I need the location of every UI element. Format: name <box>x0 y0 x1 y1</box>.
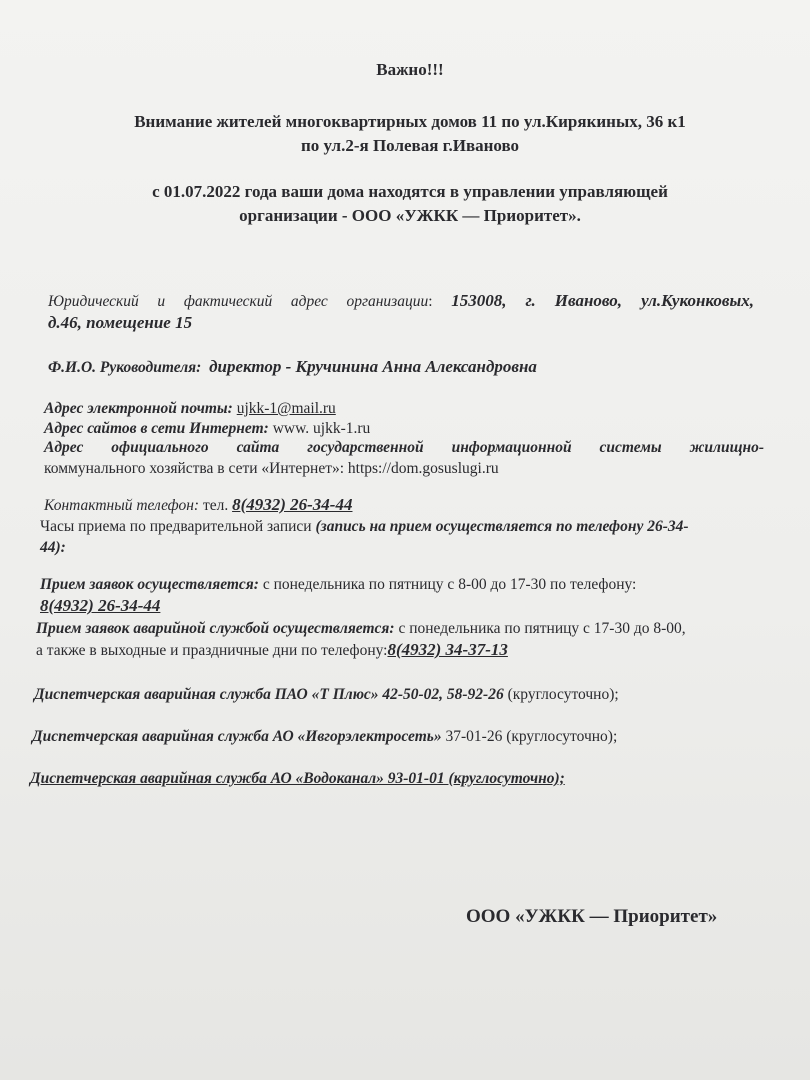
emergency-text-1: с понедельника по пятницу с 17-30 до 8-00, <box>398 620 686 637</box>
dispatch-item-tplus <box>34 684 619 705</box>
management-line-1: с 01.07.2022 года ваши дома находятся в управлении управляющей <box>152 182 668 201</box>
dispatch-item-vodokanal <box>30 768 565 789</box>
dispatch-label-2: Диспетчерская аварийная служба АО «Водоканал» 93-01-01 (круглосуточно); <box>30 770 565 787</box>
requests-label: Прием заявок осуществляется: <box>40 576 259 593</box>
director-value: директор - Кручинина Анна Александровна <box>209 357 537 376</box>
hours-note-2: 44): <box>40 539 66 556</box>
attention-line-2: по ул.2-я Полевая г.Иваново <box>300 136 520 155</box>
address-value-2: д.46, помещение 15 <box>48 313 193 332</box>
signature: ООО «УЖКК — Приоритет» <box>466 906 718 927</box>
director-line <box>48 356 537 378</box>
dispatch-label-1: Диспетчерская аварийная служба АО «Ивгорэлектросеть» <box>32 728 442 745</box>
hours-text: Часы приема по предварительной записи <box>40 518 312 535</box>
address-block <box>48 290 754 333</box>
dispatch-item-ivgorelektroset <box>32 726 617 747</box>
email-line <box>44 398 336 419</box>
management-line-2: организации - ООО «УЖКК — Приоритет». <box>239 206 581 225</box>
contact-label: Контактный телефон: <box>44 497 200 514</box>
title: Важно!!! <box>376 60 444 79</box>
address-label: Юридический и фактический адрес организации <box>48 293 429 310</box>
emergency-phone: 8(4932) 34-37-13 <box>387 640 508 659</box>
contact-phone: 8(4932) 26-34-44 <box>232 495 353 514</box>
contact-prefix: тел. <box>202 497 229 514</box>
dispatch-note-1: 37-01-26 (круглосуточно); <box>445 728 618 745</box>
gis-block <box>44 437 764 479</box>
emergency-line-2 <box>36 639 686 661</box>
address-separator: : <box>428 293 433 310</box>
requests-block <box>40 574 636 616</box>
requests-text: с понедельника по пятницу с 8-00 до 17-30 по телефону: <box>262 576 637 593</box>
email-link[interactable]: ujkk-1@mail.ru <box>236 400 336 417</box>
hours-note-1: (запись на прием осуществляется по телефону 26-34- <box>315 518 689 535</box>
emergency-text-2: а также в выходные и праздничные дни по телефону: <box>36 642 388 659</box>
attention-line-1: Внимание жителей многоквартирных домов 11 по ул.Кирякиных, 36 к1 <box>134 112 686 131</box>
website-link[interactable]: www. ujkk-1.ru <box>272 420 371 437</box>
website-label: Адрес сайтов в сети Интернет: <box>44 420 269 437</box>
attention-heading <box>20 110 800 158</box>
emergency-block <box>36 618 686 661</box>
hours-block <box>40 516 689 558</box>
address-line-1 <box>48 290 754 312</box>
gis-text: коммунального хозяйства в сети «Интернет»: https://dom.gosuslugi.ru <box>44 460 499 477</box>
gis-label: Адрес официального сайта государственной информационной системы жилищно- <box>44 439 764 456</box>
emergency-label: Прием заявок аварийной службой осуществляется: <box>36 620 395 637</box>
director-label: Ф.И.О. Руководителя: <box>48 359 202 376</box>
requests-phone: 8(4932) 26-34-44 <box>40 596 161 615</box>
email-label: Адрес электронной почты: <box>44 400 233 417</box>
website-line <box>44 418 370 439</box>
dispatch-label-0: Диспетчерская аварийная служба ПАО «Т Плюс» 42-50-02, 58-92-26 <box>34 686 504 703</box>
address-value-1: 153008, г. Иваново, ул.Куконковых, <box>451 291 754 310</box>
management-heading <box>20 180 800 228</box>
contact-line <box>44 494 352 516</box>
dispatch-note-0: (круглосуточно); <box>507 686 619 703</box>
